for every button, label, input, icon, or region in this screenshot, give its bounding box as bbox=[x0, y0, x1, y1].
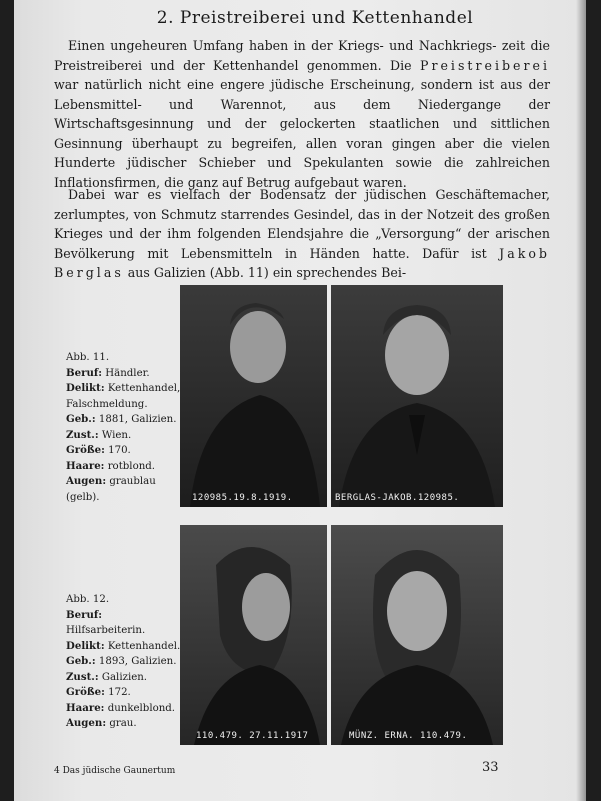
fig11-strip-right: BERGLAS-JAKOB.120985. bbox=[335, 493, 460, 503]
fig11-beruf-value: Händler. bbox=[105, 367, 150, 379]
fig12-haare-key: Haare: bbox=[66, 701, 105, 714]
paragraph-2-spaced: Jakob Berglas bbox=[54, 245, 550, 280]
fig11-profile-photo bbox=[180, 285, 327, 507]
paragraph-1-text-b: war natürlich nicht eine engere jüdische Erscheinung, sondern ist aus der Lebensmittel- und Warennot, aus dem Niedergange der Wirtschaftsgesinnung und der gelockerten staatlichen und sittlichen Gesinnung überhaupt zu begreifen, allen voran gingen aber die vielen Hunderte jüdischer Schieber und Spekulanten sowie die zahlreichen Inflationsfirmen, die ganz auf Betrug aufgebaut waren. bbox=[54, 77, 550, 190]
fig12-augen-value: grau. bbox=[109, 718, 137, 729]
fig11-title: Abb. 11. bbox=[66, 352, 110, 363]
person-front-icon bbox=[331, 285, 503, 507]
fig12-strip-left: 110.479. 27.11.1917 bbox=[196, 731, 309, 741]
fig12-groesse-value: 172. bbox=[108, 687, 131, 698]
page-edge-shadow bbox=[576, 0, 586, 801]
fig11-caption bbox=[66, 350, 184, 505]
fig12-beruf-value: Hilfsarbeiterin. bbox=[66, 625, 146, 636]
fig11-zust-value: Wien. bbox=[101, 429, 132, 441]
fig11-delikt-key: Delikt: bbox=[66, 382, 105, 394]
fig11-groesse-value: 170. bbox=[108, 445, 131, 456]
fig11-strip-left: 120985.19.8.1919. bbox=[192, 493, 293, 503]
fig11-zust-key: Zust.: bbox=[66, 428, 99, 441]
paragraph-1 bbox=[54, 36, 550, 192]
fig12-zust-key: Zust.: bbox=[66, 670, 99, 683]
fig12-augen-key: Augen: bbox=[66, 717, 107, 729]
person-profile-icon bbox=[180, 525, 327, 745]
fig11-haare-value: rotblond. bbox=[107, 460, 156, 472]
paragraph-2-text-a: Dabei war es vielfach der Bodensatz der jüdischen Geschäftemacher, zerlumptes, von Schmutz starrendes Gesindel, das in der Notzeit des großen Krieges und der ihm folgenden Elendsjahre die „Versorgung“ der arischen Bevölkerung mit Lebensmitteln in Händen hatte. Dafür ist bbox=[54, 187, 550, 261]
fig11-geb-key: Geb.: bbox=[66, 413, 96, 425]
paragraph-2 bbox=[54, 185, 550, 283]
fig12-front-photo bbox=[331, 525, 503, 745]
fig12-delikt-key: Delikt: bbox=[66, 639, 105, 652]
paragraph-2-text-b: aus Galizien (Abb. 11) ein sprechendes Bei- bbox=[123, 265, 407, 280]
paragraph-1-text-a: Einen ungeheuren Umfang haben in der Kriegs- und Nachkriegs- zeit die Preistreiberei und der Kettenhandel genommen. Die bbox=[54, 38, 550, 73]
section-heading: 2. Preistreiberei und Kettenhandel bbox=[156, 8, 474, 28]
fig11-geb-value: 1881, Galizien. bbox=[98, 414, 177, 425]
fig11-delikt-value: Kettenhandel, Falschmeldung. bbox=[66, 383, 181, 410]
footer-signature: 4 Das jüdische Gaunertum bbox=[54, 766, 176, 776]
fig11-groesse-key: Größe: bbox=[66, 444, 105, 456]
fig12-zust-value: Galizien. bbox=[101, 671, 148, 683]
fig12-geb-value: 1893, Galizien. bbox=[98, 656, 177, 667]
page-number: 33 bbox=[482, 760, 499, 775]
fig11-augen-value: graublau (gelb). bbox=[66, 476, 156, 503]
person-profile-icon bbox=[180, 285, 327, 507]
fig12-groesse-key: Größe: bbox=[66, 686, 105, 698]
fig11-augen-key: Augen: bbox=[66, 475, 107, 487]
fig11-front-photo bbox=[331, 285, 503, 507]
fig11-beruf-key: Beruf: bbox=[66, 366, 103, 379]
fig12-delikt-value: Kettenhandel. bbox=[107, 640, 181, 652]
paragraph-1-spaced: Preistreiberei bbox=[419, 57, 550, 73]
fig12-title: Abb. 12. bbox=[66, 594, 110, 605]
book-page bbox=[14, 0, 586, 801]
person-front-icon bbox=[331, 525, 503, 745]
fig12-profile-photo bbox=[180, 525, 327, 745]
fig12-strip-right: MÜNZ. ERNA. 110.479. bbox=[349, 731, 468, 741]
fig12-beruf-key: Beruf: bbox=[66, 608, 103, 621]
fig12-haare-value: dunkelblond. bbox=[107, 702, 176, 714]
fig12-caption bbox=[66, 592, 184, 732]
fig11-haare-key: Haare: bbox=[66, 459, 105, 472]
fig12-geb-key: Geb.: bbox=[66, 655, 96, 667]
